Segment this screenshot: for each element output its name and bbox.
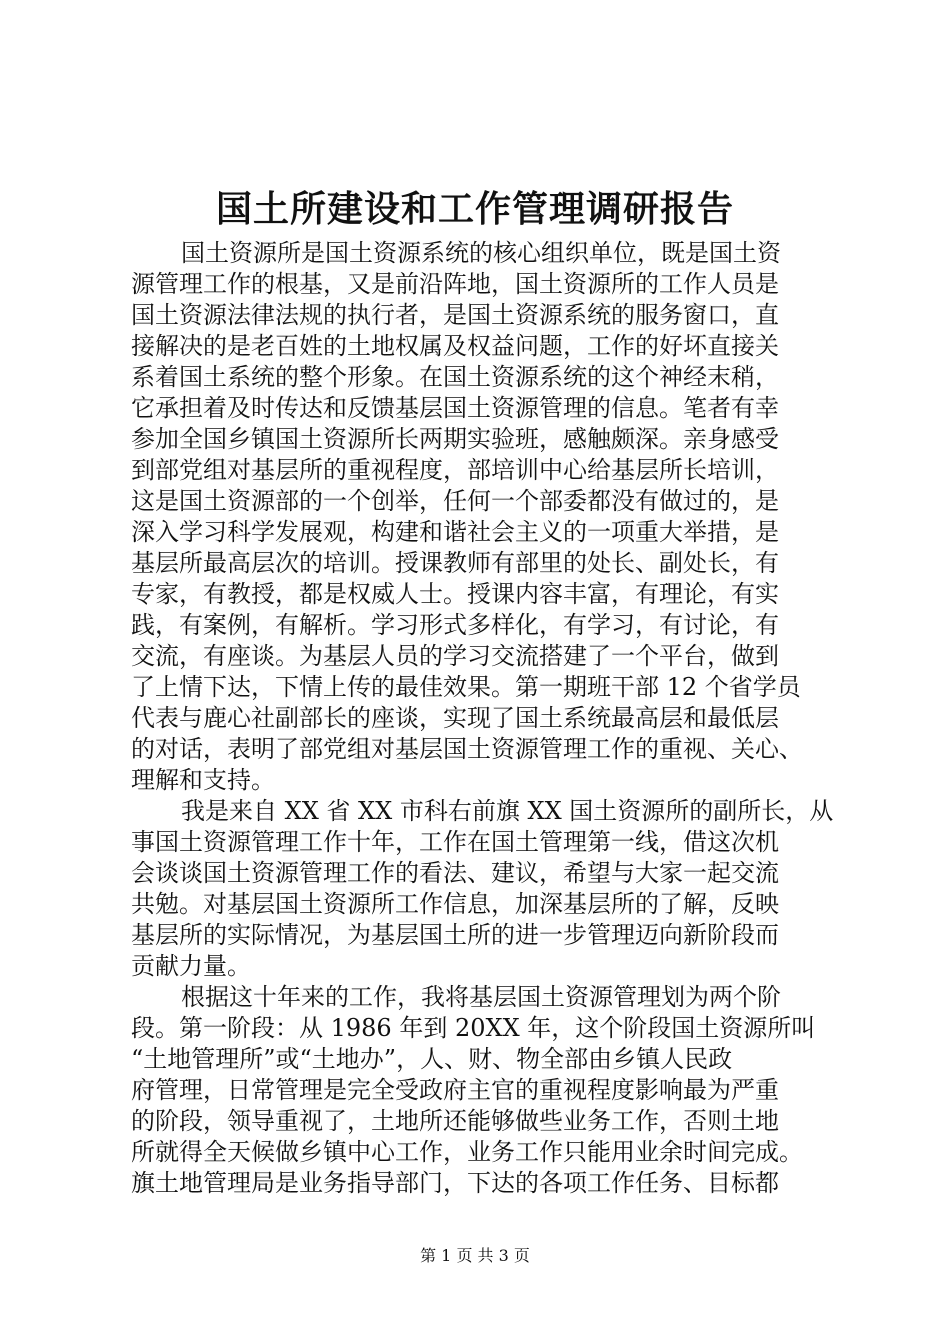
text-line: 它承担着及时传达和反馈基层国土资源管理的信息。笔者有幸	[131, 394, 779, 422]
page-footer: 第 1 页 共 3 页	[420, 1246, 530, 1265]
text-line: “土地管理所”或“土地办”，人、财、物全部由乡镇人民政	[131, 1045, 733, 1073]
text-line: 府管理，日常管理是完全受政府主官的重视程度影响最为严重	[131, 1076, 779, 1104]
text-line: 践，有案例，有解析。学习形式多样化，有学习，有讨论，有	[131, 611, 779, 639]
text-line: 国土资源所是国土资源系统的核心组织单位，既是国土资	[181, 239, 781, 267]
text-line: 的阶段，领导重视了，土地所还能够做些业务工作，否则土地	[131, 1107, 779, 1135]
document-title: 国土所建设和工作管理调研报告	[215, 188, 734, 230]
text-line: 代表与鹿心社副部长的座谈，实现了国土系统最高层和最低层	[131, 704, 779, 732]
text-line: 系着国土系统的整个形象。在国土资源系统的这个神经末稍，	[131, 363, 779, 391]
paragraph-1	[131, 238, 831, 796]
text-line: 源管理工作的根基，又是前沿阵地，国土资源所的工作人员是	[131, 270, 779, 298]
text-line: 理解和支持。	[131, 766, 275, 794]
text-line: 了上情下达，下情上传的最佳效果。第一期班干部 12 个省学员	[131, 673, 801, 701]
text-line: 交流，有座谈。为基层人员的学习交流搭建了一个平台，做到	[131, 642, 779, 670]
text-line: 所就得全天候做乡镇中心工作，业务工作只能用业余时间完成。	[131, 1138, 803, 1166]
text-line: 段。第一阶段：从 1986 年到 20XX 年，这个阶段国土资源所叫	[131, 1014, 816, 1042]
text-line: 这是国土资源部的一个创举，任何一个部委都没有做过的，是	[131, 487, 779, 515]
paragraph-3	[131, 982, 831, 1199]
text-line: 我是来自 XX 省 XX 市科右前旗 XX 国土资源所的副所长，从	[181, 797, 834, 825]
text-line: 专家，有教授，都是权威人士。授课内容丰富，有理论，有实	[131, 580, 779, 608]
text-line: 旗土地管理局是业务指导部门，下达的各项工作任务、目标都	[131, 1169, 779, 1197]
text-line: 国土资源法律法规的执行者，是国土资源系统的服务窗口，直	[131, 301, 779, 329]
text-line: 到部党组对基层所的重视程度，部培训中心给基层所长培训，	[131, 456, 779, 484]
text-line: 根据这十年来的工作，我将基层国土资源管理划为两个阶	[181, 983, 781, 1011]
document-body	[131, 238, 834, 1199]
text-line: 贡献力量。	[131, 952, 251, 980]
text-line: 接解决的是老百姓的土地权属及权益问题，工作的好坏直接关	[131, 332, 779, 360]
text-line: 基层所最高层次的培训。授课教师有部里的处长、副处长，有	[131, 549, 779, 577]
text-line: 基层所的实际情况，为基层国土所的进一步管理迈向新阶段而	[131, 921, 779, 949]
text-line: 会谈谈国土资源管理工作的看法、建议，希望与大家一起交流	[131, 859, 779, 887]
text-line: 深入学习科学发展观，构建和谐社会主义的一项重大举措，是	[131, 518, 779, 546]
text-line: 参加全国乡镇国土资源所长两期实验班，感触颇深。亲身感受	[131, 425, 779, 453]
text-line: 共勉。对基层国土资源所工作信息，加深基层所的了解，反映	[131, 890, 779, 918]
text-line: 事国土资源管理工作十年，工作在国土管理第一线，借这次机	[131, 828, 779, 856]
text-line: 的对话，表明了部党组对基层国土资源管理工作的重视、关心、	[131, 735, 803, 763]
paragraph-2	[131, 796, 834, 982]
